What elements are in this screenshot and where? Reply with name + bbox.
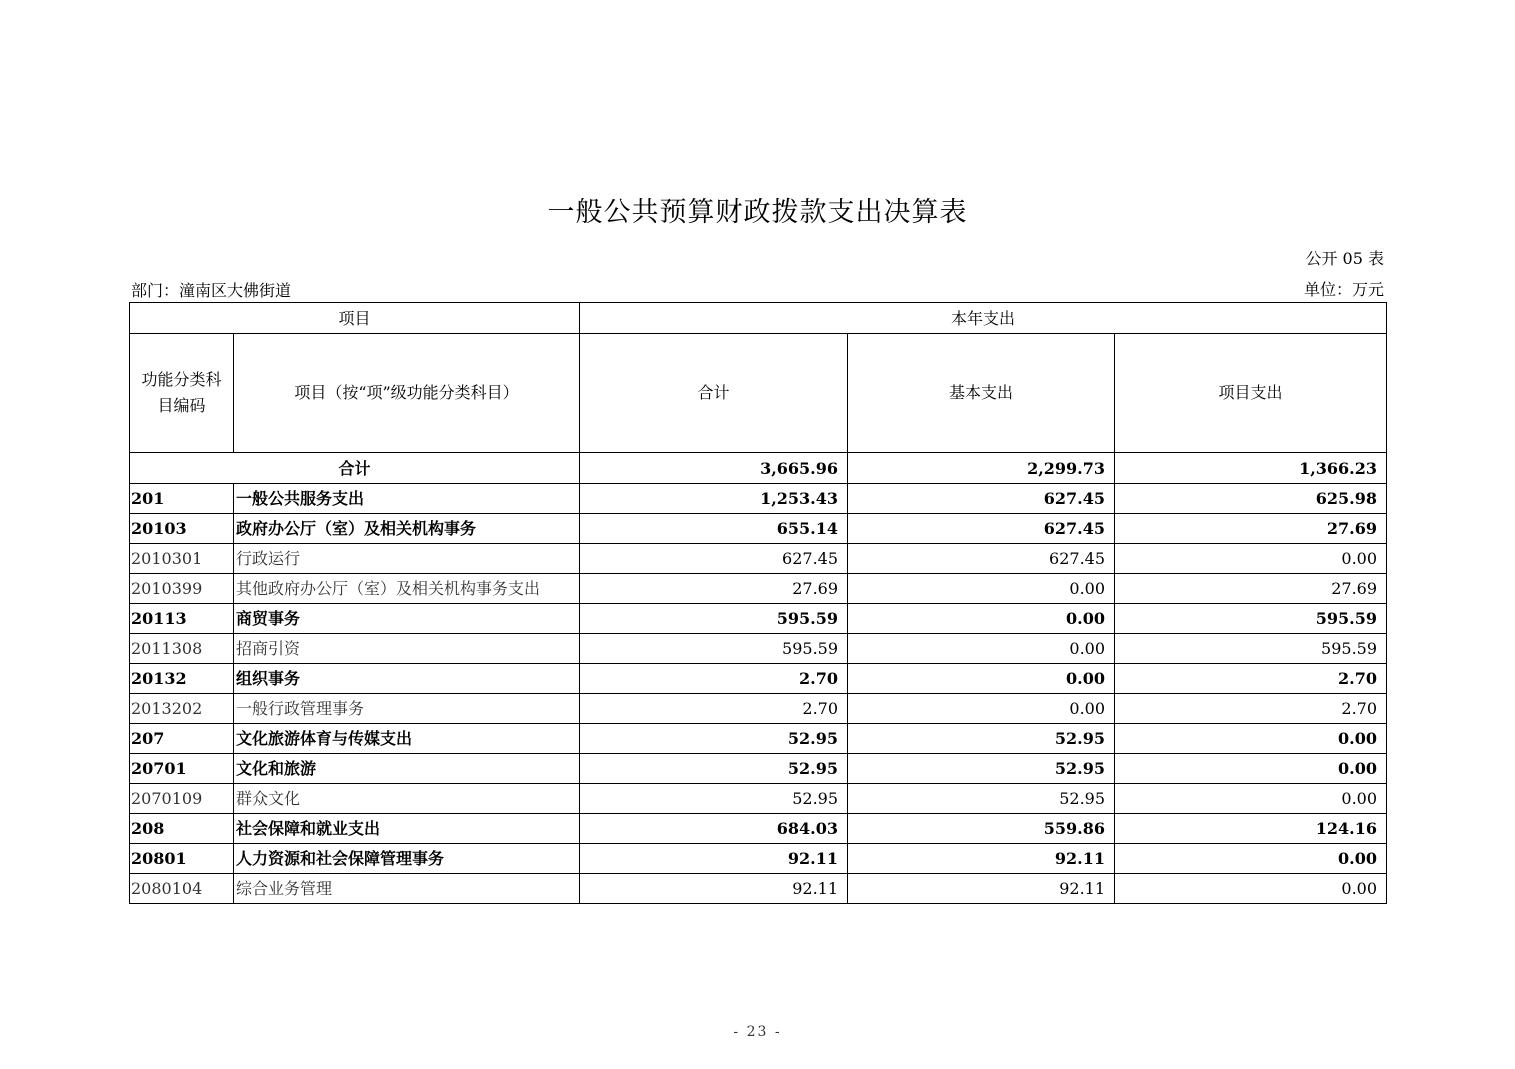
header-current-year: 本年支出 [580, 303, 1387, 334]
row-basic: 92.11 [848, 844, 1115, 874]
row-basic: 0.00 [848, 574, 1115, 604]
row-name: 招商引资 [234, 634, 580, 664]
row-code: 20132 [130, 664, 234, 694]
row-total: 27.69 [580, 574, 848, 604]
row-total: 1,253.43 [580, 484, 848, 514]
row-name: 政府办公厅（室）及相关机构事务 [234, 514, 580, 544]
row-name: 一般公共服务支出 [234, 484, 580, 514]
header-project-column: 项目支出 [1115, 334, 1387, 453]
row-project: 0.00 [1115, 844, 1387, 874]
row-total: 92.11 [580, 874, 848, 904]
row-project: 27.69 [1115, 514, 1387, 544]
row-project: 595.59 [1115, 634, 1387, 664]
row-code: 2080104 [130, 874, 234, 904]
row-project: 0.00 [1115, 754, 1387, 784]
table-row [130, 874, 1387, 904]
row-name: 组织事务 [234, 664, 580, 694]
row-name: 综合业务管理 [234, 874, 580, 904]
table-row [130, 724, 1387, 754]
row-basic: 627.45 [848, 514, 1115, 544]
table-row [130, 484, 1387, 514]
row-total: 595.59 [580, 634, 848, 664]
row-code: 2010399 [130, 574, 234, 604]
expenditure-table [129, 302, 1387, 904]
row-code: 20113 [130, 604, 234, 634]
total-project: 1,366.23 [1115, 453, 1387, 484]
row-name: 一般行政管理事务 [234, 694, 580, 724]
row-code: 207 [130, 724, 234, 754]
row-project: 0.00 [1115, 874, 1387, 904]
row-total: 595.59 [580, 604, 848, 634]
row-code: 208 [130, 814, 234, 844]
row-name: 商贸事务 [234, 604, 580, 634]
row-basic: 52.95 [848, 754, 1115, 784]
row-basic: 0.00 [848, 694, 1115, 724]
table-row [130, 754, 1387, 784]
header-item: 项目 [130, 303, 580, 334]
table-row [130, 634, 1387, 664]
form-number: 公开 05 表 [1305, 249, 1384, 268]
table-row [130, 814, 1387, 844]
row-code: 2011308 [130, 634, 234, 664]
row-total: 52.95 [580, 724, 848, 754]
row-code: 20801 [130, 844, 234, 874]
header-total-column: 合计 [580, 334, 848, 453]
header-name-column: 项目（按“项”级功能分类科目） [234, 334, 580, 453]
row-code: 201 [130, 484, 234, 514]
total-label: 合计 [130, 453, 580, 484]
row-code: 2013202 [130, 694, 234, 724]
row-total: 52.95 [580, 784, 848, 814]
row-basic: 0.00 [848, 634, 1115, 664]
row-basic: 627.45 [848, 484, 1115, 514]
table-row [130, 784, 1387, 814]
table-row [130, 604, 1387, 634]
row-project: 595.59 [1115, 604, 1387, 634]
row-basic: 559.86 [848, 814, 1115, 844]
header-basic-column: 基本支出 [848, 334, 1115, 453]
table-row [130, 544, 1387, 574]
row-project: 27.69 [1115, 574, 1387, 604]
header-row-top [130, 303, 1387, 334]
row-total: 655.14 [580, 514, 848, 544]
row-name: 群众文化 [234, 784, 580, 814]
page-number: - 23 - [733, 1024, 782, 1040]
row-total: 627.45 [580, 544, 848, 574]
row-name: 其他政府办公厅（室）及相关机构事务支出 [234, 574, 580, 604]
department-label: 部门：潼南区大佛街道 [131, 281, 292, 300]
row-code: 20103 [130, 514, 234, 544]
row-name: 人力资源和社会保障管理事务 [234, 844, 580, 874]
header-row-columns [130, 334, 1387, 453]
row-total: 52.95 [580, 754, 848, 784]
row-total: 684.03 [580, 814, 848, 844]
row-total: 92.11 [580, 844, 848, 874]
row-name: 行政运行 [234, 544, 580, 574]
row-basic: 627.45 [848, 544, 1115, 574]
row-project: 124.16 [1115, 814, 1387, 844]
table-row [130, 514, 1387, 544]
row-total: 2.70 [580, 664, 848, 694]
row-total: 2.70 [580, 694, 848, 724]
row-project: 2.70 [1115, 664, 1387, 694]
header-code-column: 功能分类科目编码 [130, 334, 234, 453]
row-code: 2070109 [130, 784, 234, 814]
total-sum: 3,665.96 [580, 453, 848, 484]
row-project: 0.00 [1115, 544, 1387, 574]
row-basic: 52.95 [848, 724, 1115, 754]
row-name: 社会保障和就业支出 [234, 814, 580, 844]
row-basic: 0.00 [848, 604, 1115, 634]
row-basic: 0.00 [848, 664, 1115, 694]
row-code: 2010301 [130, 544, 234, 574]
row-basic: 92.11 [848, 874, 1115, 904]
table-row [130, 844, 1387, 874]
row-basic: 52.95 [848, 784, 1115, 814]
row-code: 20701 [130, 754, 234, 784]
table-row [130, 574, 1387, 604]
row-name: 文化旅游体育与传媒支出 [234, 724, 580, 754]
table-row [130, 694, 1387, 724]
total-basic: 2,299.73 [848, 453, 1115, 484]
row-name: 文化和旅游 [234, 754, 580, 784]
row-project: 2.70 [1115, 694, 1387, 724]
row-project: 0.00 [1115, 784, 1387, 814]
total-row [130, 453, 1387, 484]
table-row [130, 664, 1387, 694]
document-title: 一般公共预算财政拨款支出决算表 [547, 197, 968, 228]
row-project: 0.00 [1115, 724, 1387, 754]
unit-label: 单位：万元 [1303, 280, 1384, 299]
row-project: 625.98 [1115, 484, 1387, 514]
